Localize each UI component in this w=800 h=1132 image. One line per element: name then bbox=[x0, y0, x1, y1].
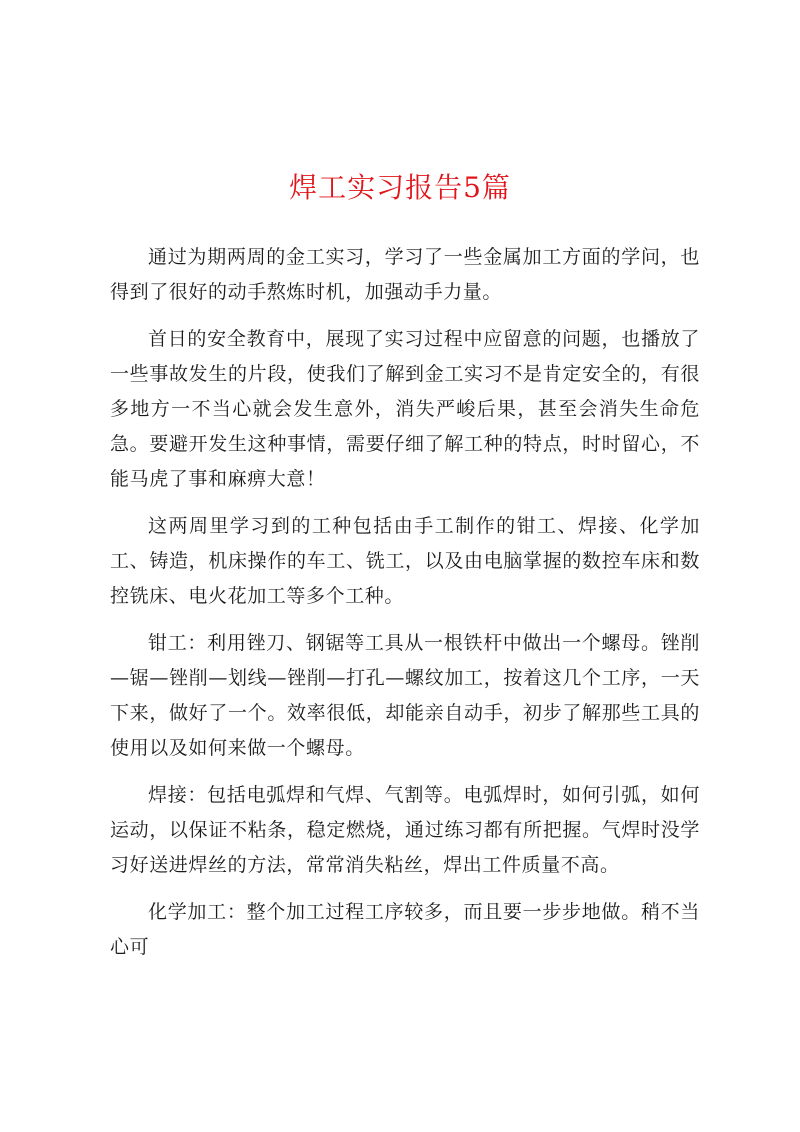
paragraph-fitting: 钳工：利用锉刀、钢锯等工具从一根铁杆中做出一个螺母。锉削—锯—锉削—划线—锉削—打孔—螺纹加工，按着这几个工序，一天下来，做好了一个。效率很低，却能亲自动手，初步了解那些工具的使用以及如何来做一个螺母。 bbox=[110, 632, 700, 759]
paragraph-welding: 焊接：包括电弧焊和气焊、气割等。电弧焊时，如何引弧，如何运动，以保证不粘条，稳定燃烧，通过练习都有所把握。气焊时没学习好送进焊丝的方法，常常消失粘丝，焊出工件质量不高。 bbox=[110, 784, 700, 876]
paragraph-intro: 通过为期两周的金工实习，学习了一些金属加工方面的学问，也得到了很好的动手熬炼时机，加强动手力量。 bbox=[110, 246, 700, 303]
paragraph-trades: 这两周里学习到的工种包括由手工制作的钳工、焊接、化学加工、铸造，机床操作的车工、铣工，以及由电脑掌握的数控车床和数控铣床、电火花加工等多个工种。 bbox=[110, 515, 700, 607]
paragraph-chemical: 化学加工：整个加工过程工序较多，而且要一步步地做。稍不当心可 bbox=[110, 901, 700, 958]
document-title: 焊工实习报告5篇 bbox=[289, 171, 511, 204]
document-body bbox=[110, 240, 700, 977]
paragraph-safety: 首日的安全教育中，展现了实习过程中应留意的问题，也播放了一些事故发生的片段，使我们了解到金工实习不是肯定安全的，有很多地方一不当心就会发生意外，消失严峻后果，甚至会消失生命危急。要避开发生这种事情，需要仔细了解工种的特点，时时留心，不能马虎了事和麻痹大意！ bbox=[110, 328, 700, 490]
